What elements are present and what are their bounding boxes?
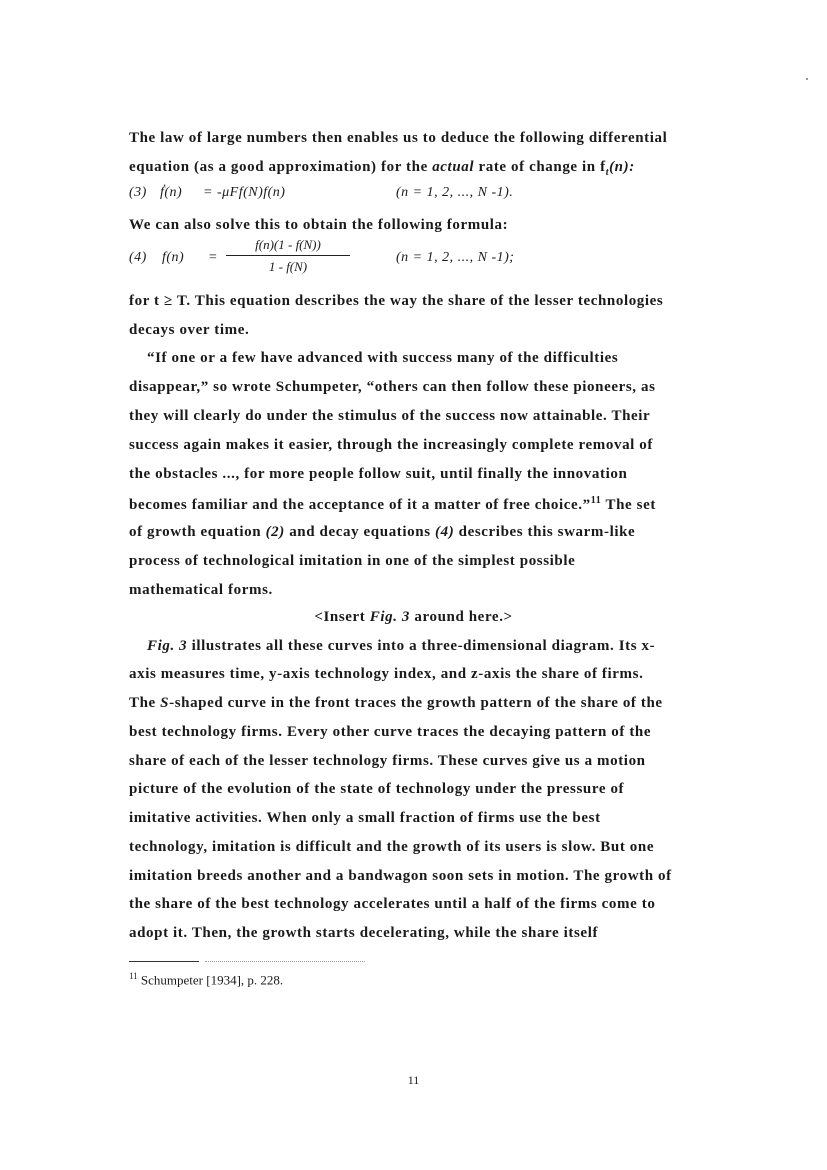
paragraph-line: We can also solve this to obtain the following formula: <box>129 217 509 233</box>
paragraph-line: best technology firms. Every other curve traces the decaying pattern of the <box>129 724 652 740</box>
text-run: The <box>129 695 161 711</box>
paragraph-line: mathematical forms. <box>129 582 273 598</box>
footnote-ref: 11 <box>590 495 602 506</box>
equation-3-range: (n = 1, 2, ..., N -1). <box>396 185 514 200</box>
equation-4-lhs: f(n) <box>162 250 185 265</box>
equation-4-numerator: f(n)(1 - f(N)) <box>255 237 321 252</box>
emphasis: S <box>160 695 170 711</box>
footnote <box>129 971 283 988</box>
equation-4-denominator: 1 - f(N) <box>268 259 308 274</box>
footnote-text: Schumpeter [1934], p. 228. <box>137 972 284 988</box>
paragraph-line <box>129 495 656 514</box>
text-run: <Insert <box>314 609 370 625</box>
paragraph-line: technology, imitation is difficult and the growth of its users is slow. But one <box>129 839 655 855</box>
fraction-bar <box>226 255 350 256</box>
emphasis: Fig. 3 <box>147 638 188 654</box>
page-number: 11 <box>407 1073 420 1087</box>
text-run: becomes familiar and the acceptance of it a matter of free choice.” <box>129 497 591 513</box>
text-run: -shaped curve in the front traces the growth pattern of the share of the <box>169 695 663 711</box>
paragraph-line: the share of the best technology accelerates until a half of the firms come to <box>129 896 656 912</box>
emphasis: Fig. 3 <box>369 609 411 625</box>
paragraph-line: disappear,” so wrote Schumpeter, “others can then follow these pioneers, as <box>129 379 656 395</box>
text-run: rate of change in f <box>474 159 606 175</box>
paragraph-line: “If one or a few have advanced with success many of the difficulties <box>147 350 619 366</box>
paragraph-line: success again makes it easier, through the increasingly complete removal of <box>129 437 653 453</box>
emphasis: (2) <box>265 524 285 540</box>
paragraph-line: adopt it. Then, the growth starts decelerating, while the share itself <box>129 925 599 941</box>
text-run: of growth equation <box>129 524 266 540</box>
equation-4-label: (4) <box>129 250 147 265</box>
paragraph-line: decays over time. <box>129 322 250 338</box>
equation-4-range: (n = 1, 2, ..., N -1); <box>396 250 515 265</box>
equation-3-rhs: = -μFf(N)f(n) <box>203 185 286 200</box>
footnote-rule-dotted <box>205 961 365 962</box>
equation-4-equals: = <box>208 250 218 265</box>
paragraph-line: share of each of the lesser technology firms. These curves give us a motion <box>129 753 646 769</box>
paragraph-line <box>129 524 635 541</box>
paragraph-line <box>129 695 663 712</box>
footnote-rule <box>129 961 199 962</box>
equation-3-label: (3) <box>129 185 147 200</box>
equation-3-lhs: ḟ(n) <box>160 185 183 200</box>
text-run: around here.> <box>410 609 513 625</box>
text-run: illustrates all these curves into a three-dimensional diagram. Its x- <box>187 638 656 654</box>
text-run: describes this swarm-like <box>454 524 636 540</box>
paragraph-line: The law of large numbers then enables us to deduce the following differential <box>129 130 668 146</box>
paragraph-line: picture of the evolution of the state of technology under the pressure of <box>129 781 625 797</box>
subscript: t <box>605 167 610 178</box>
paragraph-line: axis measures time, y-axis technology index, and z-axis the share of firms. <box>129 666 644 682</box>
footnote-mark: 11 <box>129 971 138 981</box>
emphasis: (n): <box>609 159 635 175</box>
text-run: equation (as a good approximation) for the <box>129 159 433 175</box>
figure-insert-note <box>0 609 827 626</box>
paragraph-line: they will clearly do under the stimulus of the success now attainable. Their <box>129 408 651 424</box>
paragraph-line: imitation breeds another and a bandwagon soon sets in motion. The growth of <box>129 868 672 884</box>
emphasis: actual <box>432 159 475 175</box>
paragraph-line: for t ≥ T. This equation describes the way the share of the lesser technologies <box>129 293 664 309</box>
paragraph-line <box>147 638 655 655</box>
paragraph-line: the obstacles ..., for more people follow suit, until finally the innovation <box>129 466 628 482</box>
text-run: and decay equations <box>284 524 435 540</box>
emphasis: (4) <box>435 524 455 540</box>
paragraph-line <box>129 159 635 178</box>
paragraph-line: imitative activities. When only a small fraction of firms use the best <box>129 810 601 826</box>
text-run: The set <box>601 497 656 513</box>
paragraph-line: process of technological imitation in one of the simplest possible <box>129 553 576 569</box>
scan-speck <box>806 78 808 80</box>
